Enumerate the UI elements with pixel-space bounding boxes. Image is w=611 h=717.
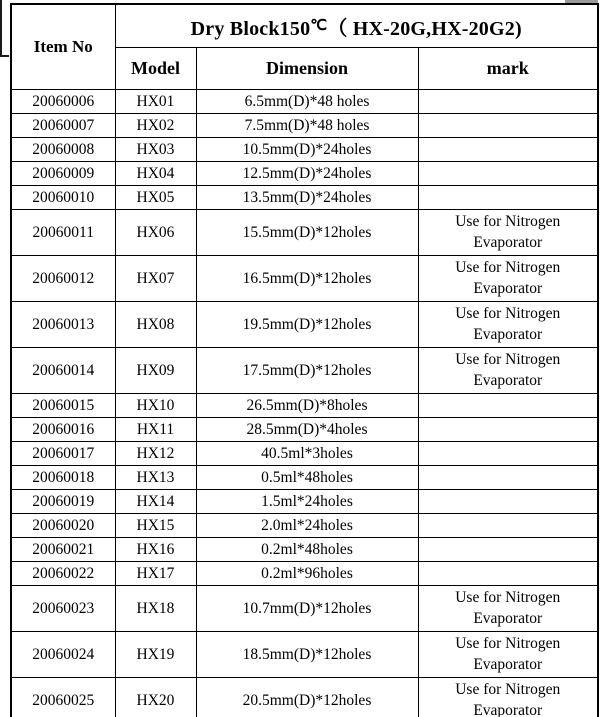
model-cell: HX20 — [115, 678, 196, 717]
model-cell: HX09 — [115, 348, 196, 394]
mark-cell: Use for Nitrogen Evaporator — [418, 302, 598, 348]
item-no-cell: 20060022 — [11, 562, 115, 586]
item-no-cell: 20060008 — [11, 138, 115, 162]
item-no-cell: 20060010 — [11, 186, 115, 210]
dimension-cell: 18.5mm(D)*12holes — [196, 632, 418, 678]
mark-cell — [418, 442, 598, 466]
dimension-cell: 6.5mm(D)*48 holes — [196, 90, 418, 114]
item-no-cell: 20060015 — [11, 394, 115, 418]
mark-cell — [418, 418, 598, 442]
mark-cell — [418, 90, 598, 114]
dimension-cell: 0.5ml*48holes — [196, 466, 418, 490]
table-row — [11, 138, 598, 162]
model-cell: HX10 — [115, 394, 196, 418]
mark-cell — [418, 562, 598, 586]
item-no-cell: 20060018 — [11, 466, 115, 490]
header-mark: mark — [418, 48, 598, 90]
dimension-cell: 10.7mm(D)*12holes — [196, 586, 418, 632]
model-cell: HX05 — [115, 186, 196, 210]
table-row — [11, 90, 598, 114]
model-cell: HX19 — [115, 632, 196, 678]
dimension-cell: 0.2ml*96holes — [196, 562, 418, 586]
degree-celsius-symbol: ℃ — [310, 17, 328, 34]
table-row — [11, 442, 598, 466]
dimension-cell: 17.5mm(D)*12holes — [196, 348, 418, 394]
header-model: Model — [115, 48, 196, 90]
table-row — [11, 186, 598, 210]
dimension-cell: 40.5ml*3holes — [196, 442, 418, 466]
dimension-cell: 20.5mm(D)*12holes — [196, 678, 418, 717]
mark-cell — [418, 538, 598, 562]
mark-cell: Use for Nitrogen Evaporator — [418, 348, 598, 394]
item-no-cell: 20060009 — [11, 162, 115, 186]
title-model-range: （ HX-20G,HX-20G2) — [327, 17, 522, 40]
table-row — [11, 514, 598, 538]
item-no-cell: 20060021 — [11, 538, 115, 562]
table-row — [11, 490, 598, 514]
left-edge-crop-tick — [0, 55, 9, 57]
table-row — [11, 394, 598, 418]
mark-cell — [418, 490, 598, 514]
mark-cell — [418, 138, 598, 162]
table-row — [11, 210, 598, 256]
header-dimension: Dimension — [196, 48, 418, 90]
table-row — [11, 418, 598, 442]
table-row — [11, 348, 598, 394]
dimension-cell: 26.5mm(D)*8holes — [196, 394, 418, 418]
item-no-cell: 20060024 — [11, 632, 115, 678]
item-no-cell: 20060019 — [11, 490, 115, 514]
table-row — [11, 466, 598, 490]
model-cell: HX18 — [115, 586, 196, 632]
dimension-cell: 7.5mm(D)*48 holes — [196, 114, 418, 138]
item-no-cell: 20060012 — [11, 256, 115, 302]
model-cell: HX01 — [115, 90, 196, 114]
mark-cell — [418, 162, 598, 186]
model-cell: HX06 — [115, 210, 196, 256]
dimension-cell: 15.5mm(D)*12holes — [196, 210, 418, 256]
item-no-cell: 20060023 — [11, 586, 115, 632]
mark-cell: Use for Nitrogen Evaporator — [418, 678, 598, 717]
table-row — [11, 632, 598, 678]
mark-cell — [418, 186, 598, 210]
table-row — [11, 678, 598, 717]
mark-cell: Use for Nitrogen Evaporator — [418, 210, 598, 256]
model-cell: HX11 — [115, 418, 196, 442]
table-title — [115, 4, 598, 48]
model-cell: HX04 — [115, 162, 196, 186]
title-text: Dry Block150 — [190, 17, 311, 40]
item-no-cell: 20060007 — [11, 114, 115, 138]
header-item-no: Item No — [11, 4, 115, 90]
model-cell: HX14 — [115, 490, 196, 514]
model-cell: HX03 — [115, 138, 196, 162]
table-row — [11, 256, 598, 302]
model-cell: HX17 — [115, 562, 196, 586]
table-row — [11, 562, 598, 586]
mark-cell: Use for Nitrogen Evaporator — [418, 632, 598, 678]
item-no-cell: 20060013 — [11, 302, 115, 348]
dimension-cell: 16.5mm(D)*12holes — [196, 256, 418, 302]
table-row — [11, 538, 598, 562]
dry-block-spec-table — [10, 3, 599, 717]
dimension-cell: 13.5mm(D)*24holes — [196, 186, 418, 210]
model-cell: HX02 — [115, 114, 196, 138]
model-cell: HX16 — [115, 538, 196, 562]
mark-cell — [418, 466, 598, 490]
item-no-cell: 20060016 — [11, 418, 115, 442]
table-row — [11, 162, 598, 186]
dimension-cell: 10.5mm(D)*24holes — [196, 138, 418, 162]
dimension-cell: 0.2ml*48holes — [196, 538, 418, 562]
dimension-cell: 28.5mm(D)*4holes — [196, 418, 418, 442]
item-no-cell: 20060025 — [11, 678, 115, 717]
table-row — [11, 586, 598, 632]
mark-cell: Use for Nitrogen Evaporator — [418, 586, 598, 632]
table-title-row — [11, 4, 598, 48]
dimension-cell: 12.5mm(D)*24holes — [196, 162, 418, 186]
item-no-cell: 20060020 — [11, 514, 115, 538]
model-cell: HX08 — [115, 302, 196, 348]
table-row — [11, 302, 598, 348]
model-cell: HX12 — [115, 442, 196, 466]
left-edge-crop-line — [0, 0, 2, 57]
model-cell: HX13 — [115, 466, 196, 490]
dimension-cell: 1.5ml*24holes — [196, 490, 418, 514]
model-cell: HX07 — [115, 256, 196, 302]
item-no-cell: 20060011 — [11, 210, 115, 256]
mark-cell — [418, 114, 598, 138]
mark-cell — [418, 394, 598, 418]
item-no-cell: 20060014 — [11, 348, 115, 394]
table-row — [11, 114, 598, 138]
model-cell: HX15 — [115, 514, 196, 538]
dimension-cell: 19.5mm(D)*12holes — [196, 302, 418, 348]
dimension-cell: 2.0ml*24holes — [196, 514, 418, 538]
mark-cell: Use for Nitrogen Evaporator — [418, 256, 598, 302]
item-no-cell: 20060006 — [11, 90, 115, 114]
item-no-cell: 20060017 — [11, 442, 115, 466]
mark-cell — [418, 514, 598, 538]
